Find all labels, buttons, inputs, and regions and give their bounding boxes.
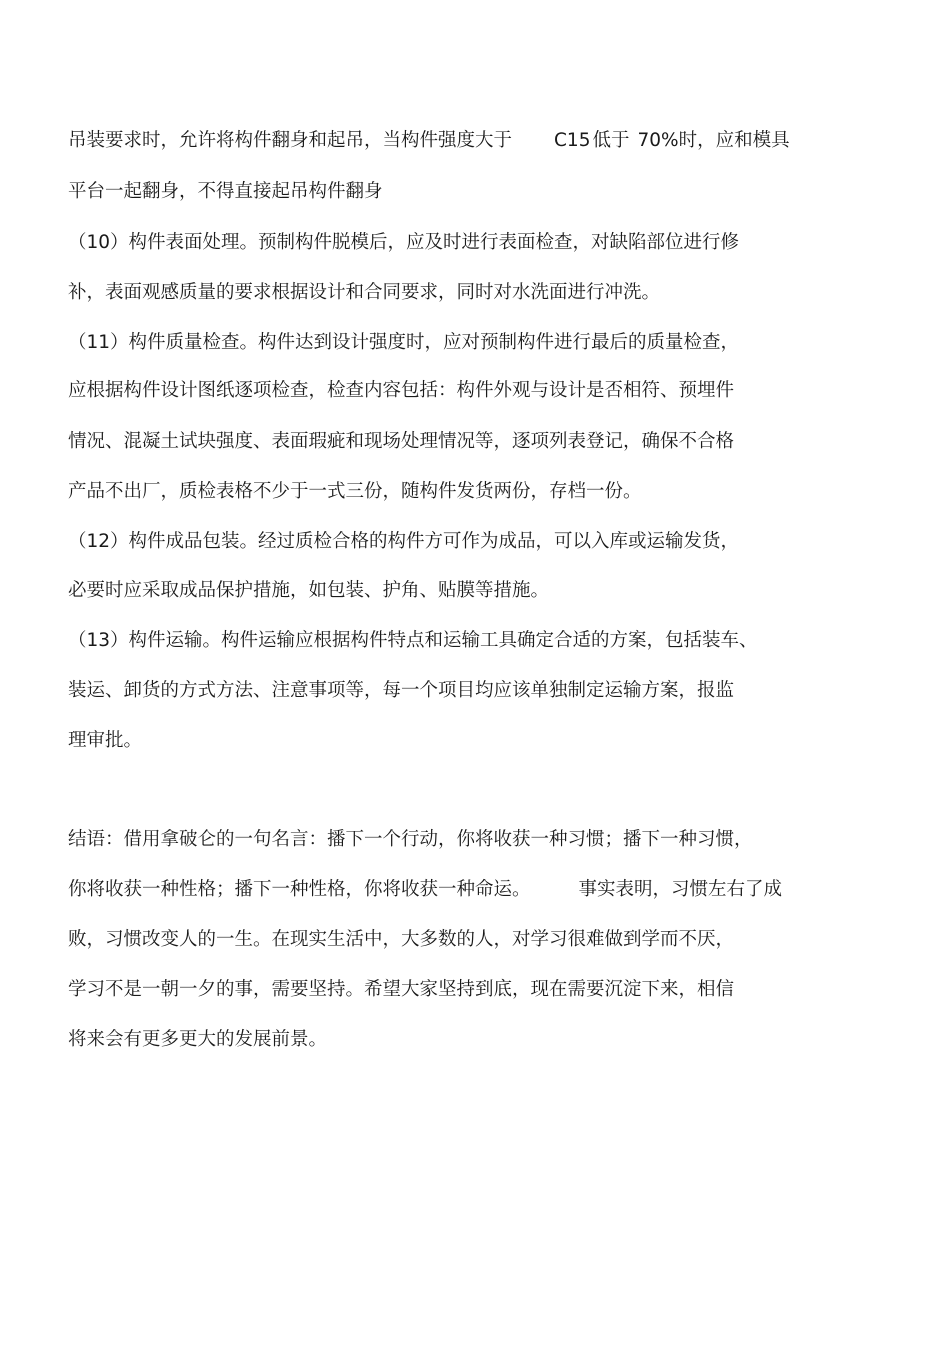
text-segment: 理审批。 <box>68 730 143 751</box>
text-line <box>68 230 739 256</box>
text-segment: 必要时应采取成品保护措施，如包装、护角、贴膜等措施。 <box>68 580 550 601</box>
text-line <box>68 977 734 1003</box>
text-line <box>68 330 739 356</box>
text-line <box>68 479 642 505</box>
text-segment: （12）构件成品包装。经过质检合格的构件方可作为成品，可以入库或运输发货， <box>68 531 740 552</box>
text-segment: 低于 <box>592 130 630 151</box>
text-segment: 将来会有更多更大的发展前景。 <box>68 1029 328 1050</box>
text-segment: 装运、卸货的方式方法、注意事项等，每一个项目均应该单独制定运输方案，报监 <box>68 680 735 701</box>
text-line <box>68 728 142 754</box>
text-segment: （11）构件质量检查。构件达到设计强度时，应对预制构件进行最后的质量检查， <box>68 332 740 353</box>
text-line <box>68 179 383 205</box>
text-segment: 结语：借用拿破仑的一句名言：播下一个行动，你将收获一种习惯；播下一种习惯， <box>68 829 753 850</box>
text-line <box>68 378 734 404</box>
text-segment: 应根据构件设计图纸逐项检查，检查内容包括：构件外观与设计是否相符、预埋件 <box>68 380 735 401</box>
text-line <box>68 529 739 555</box>
text-segment-percent: 70% <box>637 130 679 151</box>
text-segment: 学习不是一朝一夕的事，需要坚持。希望大家坚持到底，现在需要沉淀下来，相信 <box>68 979 735 1000</box>
text-segment: 败，习惯改变人的一生。在现实生活中，大多数的人，对学习很难做到学而不厌， <box>68 929 735 950</box>
text-segment: 时，应和模具 <box>678 130 790 151</box>
text-line <box>68 280 660 306</box>
text-line <box>68 128 790 154</box>
text-segment: 情况、混凝土试块强度、表面瑕疵和现场处理情况等，逐项列表登记，确保不合格 <box>68 431 735 452</box>
text-line <box>68 827 753 853</box>
text-segment-grade: C15 <box>554 130 591 151</box>
text-segment: 你将收获一种性格；播下一种性格，你将收获一种命运。 <box>68 879 531 900</box>
text-segment: （13）构件运输。构件运输应根据构件特点和运输工具确定合适的方案，包括装车、 <box>68 630 758 651</box>
text-segment: 平台一起翻身，不得直接起吊构件翻身 <box>68 181 383 202</box>
text-segment: 事实表明，习惯左右了成 <box>578 879 783 900</box>
text-line <box>68 628 758 654</box>
text-segment: 吊装要求时，允许将构件翻身和起吊，当构件强度大于 <box>68 130 513 151</box>
text-line <box>68 877 782 903</box>
text-line <box>68 1027 327 1053</box>
text-segment: 补，表面观感质量的要求根据设计和合同要求，同时对水洗面进行冲洗。 <box>68 282 661 303</box>
text-line <box>68 578 549 604</box>
text-line <box>68 927 734 953</box>
text-line <box>68 678 734 704</box>
text-line <box>68 429 734 455</box>
text-segment: 产品不出厂，质检表格不少于一式三份，随构件发货两份，存档一份。 <box>68 481 642 502</box>
text-segment: （10）构件表面处理。预制构件脱模后，应及时进行表面检查，对缺陷部位进行修 <box>68 232 740 253</box>
